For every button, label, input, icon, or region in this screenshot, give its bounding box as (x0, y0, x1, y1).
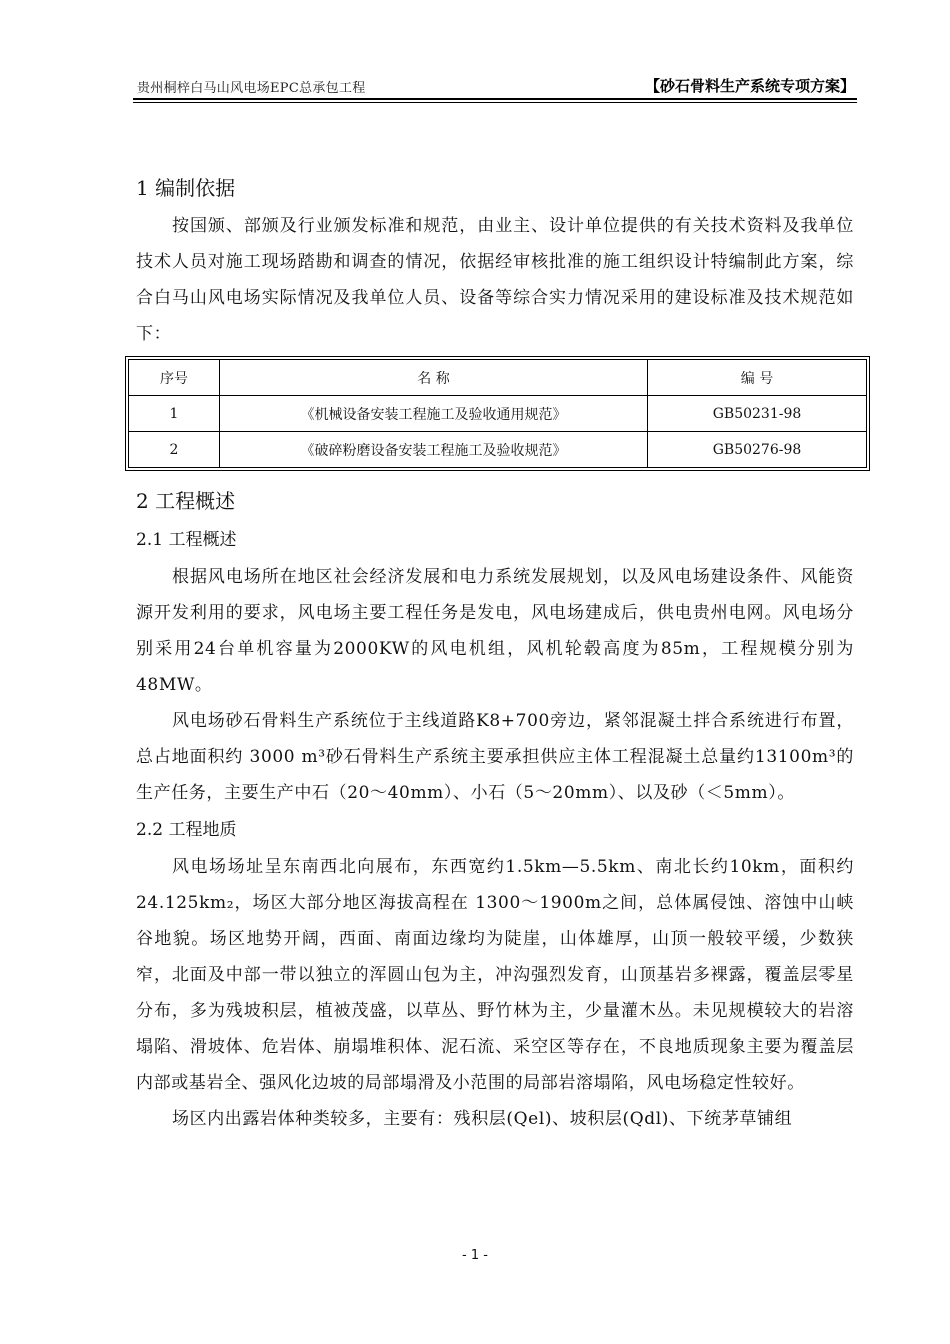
section-2-2-paragraph-2: 场区内出露岩体种类较多，主要有：残积层(Qel)、坡积层(Qdl)、下统茅草铺组 (172, 1109, 793, 1129)
section-1-intro: 按国颁、部颁及行业颁发标准和规范，由业主、设计单位提供的有关技术资料及我单位技术人员对施工现场踏勘和调查的情况，依据经审核批准的施工组织设计特编制此方案，综合白马山风电场实际情况及我单位人员、设备等综合实力情况采用的建设标准及技术规范如下： (136, 216, 854, 344)
table-cell-index: 2 (129, 432, 220, 468)
header-rule-thin (133, 102, 857, 103)
section-2-1-heading: 2.1 工程概述 (136, 530, 237, 550)
table-cell-code: GB50231-98 (648, 396, 867, 432)
section-1-heading: 1 编制依据 (136, 176, 236, 200)
header-rule (133, 98, 857, 100)
table-row (129, 432, 866, 468)
table-cell-name: 《机械设备安装工程施工及验收通用规范》 (220, 396, 648, 432)
table-cell-index: 1 (129, 396, 220, 432)
section-2-2-heading: 2.2 工程地质 (136, 820, 237, 840)
header-document-title: 【砂石骨料生产系统专项方案】 (644, 77, 855, 95)
table-cell-name: 《破碎粉磨设备安装工程施工及验收规范》 (220, 432, 648, 468)
section-2-1-paragraph-1: 根据风电场所在地区社会经济发展和电力系统发展规划，以及风电场建设条件、风能资源开发利用的要求，风电场主要工程任务是发电，风电场建成后，供电贵州电网。风电场分别采用24台单机容量为2000KW的风电机组，风机轮毂高度为85m，工程规模分别为48MW。 (136, 567, 854, 695)
section-2-1-paragraph-2: 风电场砂石骨料生产系统位于主线道路K8+700旁边，紧邻混凝土拌合系统进行布置，总占地面积约 3000 m³砂石骨料生产系统主要承担供应主体工程混凝土总量约13100m³的生产任务，主要生产中石（20～40mm）、小石（5～20mm）、以及砂（＜5mm）。 (136, 711, 854, 803)
section-2-2-paragraph-1: 风电场场址呈东南西北向展布，东西宽约1.5km—5.5km、南北长约10km，面积约24.125km₂，场区大部分地区海拔高程在 1300～1900m之间，总体属侵蚀、溶蚀中山峡谷地貌。场区地势开阔，西面、南面边缘均为陡崖，山体雄厚，山顶一般较平缓，少数狭窄，北面及中部一带以独立的浑圆山包为主，冲沟强烈发育，山顶基岩多裸露，覆盖层零星分布，多为残坡积层，植被茂盛，以草丛、野竹林为主，少量灌木丛。未见规模较大的岩溶塌陷、滑坡体、危岩体、崩塌堆积体、泥石流、采空区等存在，不良地质现象主要为覆盖层内部或基岩全、强风化边坡的局部塌滑及小范围的局部岩溶塌陷，风电场稳定性较好。 (136, 857, 854, 1093)
table-header-name: 名 称 (220, 360, 648, 396)
table-cell-code: GB50276-98 (648, 432, 867, 468)
table-header-code: 编 号 (648, 360, 867, 396)
standards-table (125, 356, 870, 471)
table-row (129, 396, 866, 432)
page-number: - 1 - (462, 1248, 488, 1263)
table-header-row (129, 360, 866, 396)
table-header-index: 序号 (129, 360, 220, 396)
section-2-heading: 2 工程概述 (136, 489, 236, 513)
header-project-title: 贵州桐梓白马山风电场EPC总承包工程 (137, 81, 366, 96)
document-body (136, 168, 854, 1137)
